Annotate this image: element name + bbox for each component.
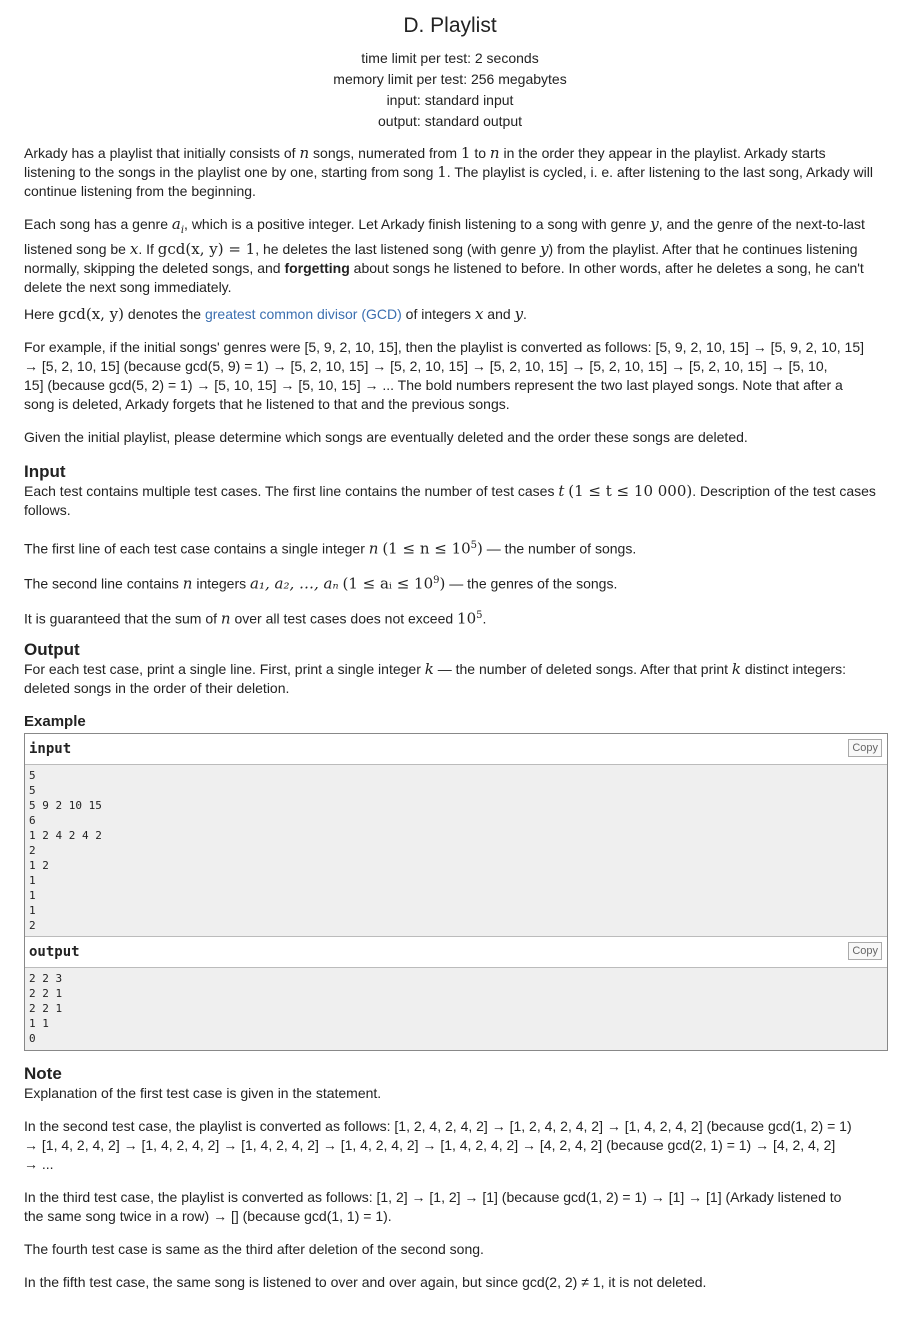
math-k: k [424,660,434,678]
input-paragraph-3 [24,571,880,594]
example-line-1: For example, if the initial songs' genres were [5, 9, 2, 10, 15], then the playlist is converted as follows: [5, 9, 2, 10, 15] → [5, 9, 2, 10, 15] [24,339,865,355]
text: It is guaranteed that the sum of [24,610,221,627]
text: The first line of each test case contains a single integer [24,540,369,557]
math-range: (1 ≤ n ≤ 10 [382,539,471,558]
text: For each test case, print a single line. First, print a single integer [24,661,425,677]
example-line-4: song is deleted, Arkady forgets that he listened to that and the previous songs. [24,396,510,412]
example-input-label: input [29,741,72,757]
problem-header [0,0,900,132]
input-section [24,462,880,520]
text: , he deletes the last listened song (with genre [255,240,541,257]
note-line: In the third test case, the playlist is converted as follows: [1, 2] → [1, 2] → [1] (because gcd(1, 2) = 1) → [1] → [1] (Arkady listened to [24,1189,842,1205]
example-line-3: 15] (because gcd(5, 2) = 1) → [5, 10, 15] → [5, 10, 15] → ... The bold numbers represent the two last played songs. Note that after a [24,377,843,393]
math-one: 1 [437,163,447,181]
math-n: n [489,144,500,162]
text: The second line contains [24,575,183,592]
statement-paragraph-5: Given the initial playlist, please determine which songs are eventually deleted and the order these songs are deleted. [24,429,748,445]
example-input-line: 1 2 [29,858,883,873]
example-input-line: 1 [29,903,883,918]
text: — the number of deleted songs. After that print [433,661,732,677]
example-input-line: 5 [29,768,883,783]
math-x: x [474,305,484,323]
text: Each test contains multiple test cases. The first line contains the number of test cases [24,483,559,499]
input-paragraph-4 [24,606,880,629]
text: of integers [401,306,475,322]
example-output-body [25,968,887,1050]
text: and [483,306,515,322]
text: integers [192,575,251,592]
example-output-line: 2 2 3 [29,972,63,985]
text: to [470,145,490,161]
example-output-header [25,936,887,968]
example-input-line: 2 [29,843,883,858]
math-y: y [514,305,524,323]
note-paragraph-1: Explanation of the first test case is given in the statement. [24,1085,382,1101]
text: Each song has a genre [24,216,172,232]
text: — the genres of the songs. [445,575,618,592]
math-exp: 9 [433,575,440,586]
output-title: Output [24,640,80,659]
text: , and the genre of the next-to-last listened song be [24,216,865,257]
note-line: In the second test case, the playlist is converted as follows: [1, 2, 4, 2, 4, 2] → [1, 2, 4, 2, 4, 2] → [1, 4, 2, 4, 2] (because gcd(1, 2) = 1) [24,1118,852,1134]
note-paragraph-3 [24,1188,880,1226]
text: denotes the [124,306,205,322]
example-output-line: 0 [29,1032,36,1045]
math-exp: 5 [476,610,483,621]
gcd-link[interactable]: greatest common divisor (GCD) [204,306,402,322]
problem-title: D. Playlist [403,14,497,37]
math-gcd: gcd(x, y) [58,305,125,323]
text: in the order they appear in the playlist. Arkady starts listening to the songs in the playlist one by one, starting from song [24,145,826,180]
example-output-line: 2 2 1 [29,987,63,1000]
text: over all test cases does not exceed [230,610,458,627]
time-limit: time limit per test: 2 seconds [361,50,539,66]
note-section [24,1064,880,1103]
example-output-line: 2 2 1 [29,1002,63,1015]
math-range: (1 ≤ t ≤ 10 000) [568,482,693,500]
example-box [24,733,888,1051]
note-title: Note [24,1064,62,1083]
input-title: Input [24,462,66,481]
math-n: n [220,609,231,628]
math-sub-i: i [180,224,185,236]
math-close: ) [439,574,446,593]
memory-limit: memory limit per test: 256 megabytes [333,71,567,87]
text: . If [138,240,158,257]
text: . The playlist is cycled, i. e. after listening to the last song, Arkady will continue listening from the beginning. [24,164,873,199]
math-n: n [299,144,310,162]
math-ten: 10 [457,609,477,628]
math-n: n [182,574,193,593]
example-title: Example [24,713,86,730]
math-close: ) [477,539,483,558]
math-one: 1 [460,144,471,162]
output-section [24,640,880,698]
example-input-line: 1 [29,873,883,888]
text: distinct integers: deleted songs in the order of their deletion. [24,661,847,696]
text: Arkady has a playlist that initially consists of [24,145,300,161]
math-a: a [171,215,181,233]
note-paragraph-5: In the fifth test case, the same song is listened to over and over again, but since gcd(2, 2) ≠ 1, it is not deleted. [24,1274,707,1290]
output-paragraph-1 [24,660,880,698]
math-x: x [129,239,139,258]
output-spec: output: standard output [378,113,522,129]
note-paragraph-2 [24,1117,880,1174]
example-output-label: output [29,944,80,960]
math-gcd: gcd(x, y) = 1 [157,239,256,258]
note-line: the same song twice in a row) → [] (because gcd(1, 1) = 1). [24,1208,392,1224]
example-input-line: 1 [29,888,883,903]
example-line-2: → [5, 2, 10, 15] (because gcd(5, 9) = 1) → [5, 2, 10, 15] → [5, 2, 10, 15] → [5, 2, 10, 15] → [5, 2, 10, 15] → [5, 2, 10, 15] → [5, 10, [24,358,828,374]
statement-paragraph-1 [24,144,880,201]
math-n: n [368,539,379,558]
note-line: → ... [24,1156,54,1172]
math-y: y [540,239,549,258]
statement-paragraph-4 [24,338,880,414]
example-input-line: 6 [29,813,883,828]
math-k: k [731,660,741,678]
example-input-line: 5 [29,783,883,798]
math-exp: 5 [470,540,478,551]
example-input-header [25,734,887,765]
text: Here [24,306,59,322]
math-seq: a₁, a₂, …, aₙ [250,574,339,593]
note-line: → [1, 4, 2, 4, 2] → [1, 4, 2, 4, 2] → [1, 4, 2, 4, 2] → [1, 4, 2, 4, 2] → [1, 4, 2, 4, 2] → [4, 2, 4, 2] (because gcd(2, 1) = 1) → [4, 2, 4, 2] [24,1137,836,1153]
example-input-line: 5 9 2 10 15 [29,798,883,813]
example-input-line: 1 2 4 2 4 2 [29,828,883,843]
copy-output-button[interactable]: Copy [848,942,882,960]
math-y: y [650,215,659,233]
copy-input-button[interactable]: Copy [848,739,882,757]
text: . [523,306,527,322]
math-range: (1 ≤ aᵢ ≤ 10 [342,574,434,593]
input-spec: input: standard input [386,92,514,108]
example-input-body [25,765,887,936]
text: ) from the playlist. After that he continues listening normally, skipping the deleted songs, and [24,240,858,276]
bold-text: forgetting [284,259,350,276]
statement-paragraph-2 [24,215,880,297]
statement-paragraph-3 [24,305,880,324]
text: — the number of songs. [482,540,637,557]
math-t: t [558,482,565,500]
text: songs, numerated from [309,145,461,161]
text: , which is a positive integer. Let Arkady finish listening to a song with genre [184,216,651,232]
text: about songs he listened to before. In other words, after he deletes a song, he can't delete the next song immediately. [24,259,864,295]
example-section [24,713,880,1051]
text: . [482,610,487,627]
example-input-line: 2 [29,918,883,933]
note-paragraph-4: The fourth test case is same as the third after deletion of the second song. [24,1241,484,1257]
input-paragraph-1 [24,482,880,520]
example-output-line: 1 1 [29,1017,49,1030]
input-paragraph-2 [24,536,880,559]
text: . Description of the test cases follows. [24,483,876,518]
